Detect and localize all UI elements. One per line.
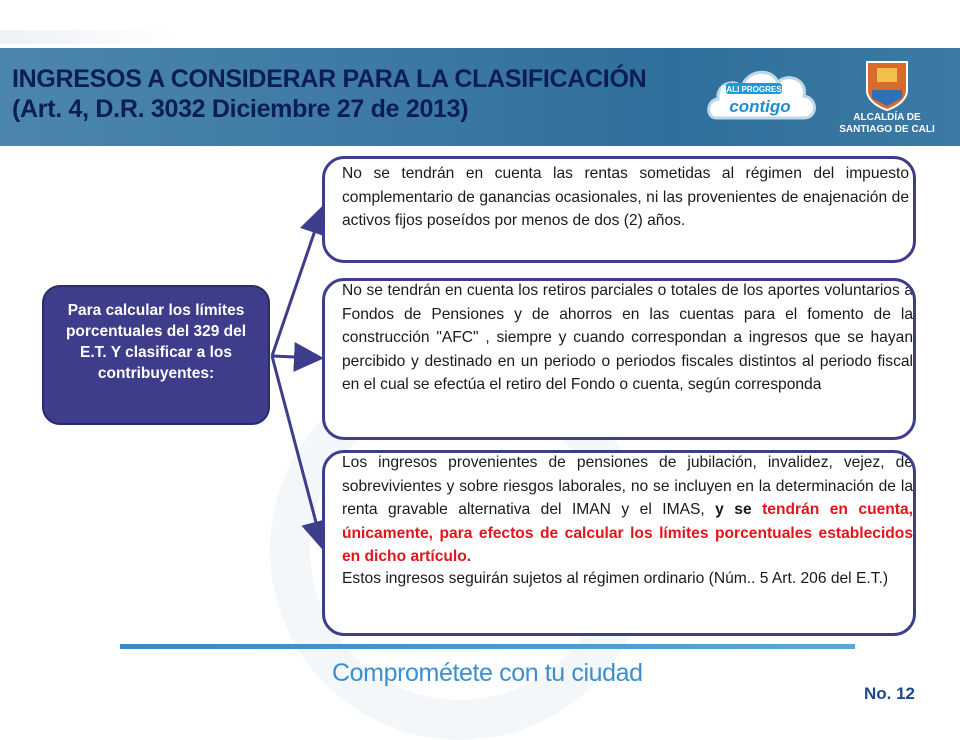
- box3-paragraph: [342, 451, 913, 569]
- box-ganancias-ocasionales: [322, 156, 916, 263]
- logo-cali-progresa-text: CALI PROGRESA: [720, 85, 788, 94]
- title-line-2: (Art. 4, D.R. 3032 Diciembre 27 de 2013): [12, 95, 469, 123]
- box3-text-bold: y se: [715, 501, 763, 518]
- arrow-to-box2: [272, 356, 318, 358]
- box2-text: No se tendrán en cuenta los retiros parciales o totales de los aportes voluntarios a Fondos de Pensiones y de ahorros en las cuentas para el fomento de la construcción "AFC" , siempre y cuando correspondan a ingresos que se hayan percibido y destinado en un periodo o periodos fiscales distintos al periodo fiscal en el cual se efectúa el retiro del Fondo o cuenta, según corresponda: [342, 282, 913, 393]
- box1-text: No se tendrán en cuenta las rentas sometidas al régimen del impuesto complementario de ganancias ocasionales, ni las provenientes de enajenación de activos fijos poseídos por menos de dos (2) años.: [342, 165, 909, 229]
- arrow-to-box3: [272, 356, 322, 545]
- box3-text-1: Los ingresos provenientes de pensiones de jubilación, invalidez, vejez, de sobrevivientes y sobre riesgos laborales, no se incluyen en la determinación de la renta gravable alternativa del IMAN y el IMAS,: [342, 454, 913, 518]
- arrow-to-box1: [272, 210, 322, 356]
- box3-text-2: Estos ingresos seguirán sujetos al régimen ordinario (Núm.. 5 Art. 206 del E.T.): [342, 569, 889, 587]
- page-number: No. 12: [864, 684, 916, 703]
- box-retiros-afc: [322, 278, 916, 440]
- box3-text-red: tendrán en cuenta, únicamente, para efectos de calcular los límites porcentuales establecidos en dicho artículo.: [342, 501, 914, 565]
- footer-divider: [120, 644, 855, 649]
- left-criteria-box: Para calcular los límites porcentuales del 329 del E.T. Y clasificar a los contribuyentes:: [42, 285, 270, 425]
- box-ingresos-pensiones: [322, 450, 916, 636]
- alcaldia-line-1: ALCALDÍA DE: [853, 112, 921, 123]
- title-line-1: INGRESOS A CONSIDERAR PARA LA CLASIFICACIÓN: [12, 65, 647, 93]
- footer-slogan: Comprométete con tu ciudad: [332, 659, 643, 687]
- logo-contigo-text: contigo: [729, 97, 791, 116]
- alcaldia-line-2: SANTIAGO DE CALI: [839, 124, 935, 135]
